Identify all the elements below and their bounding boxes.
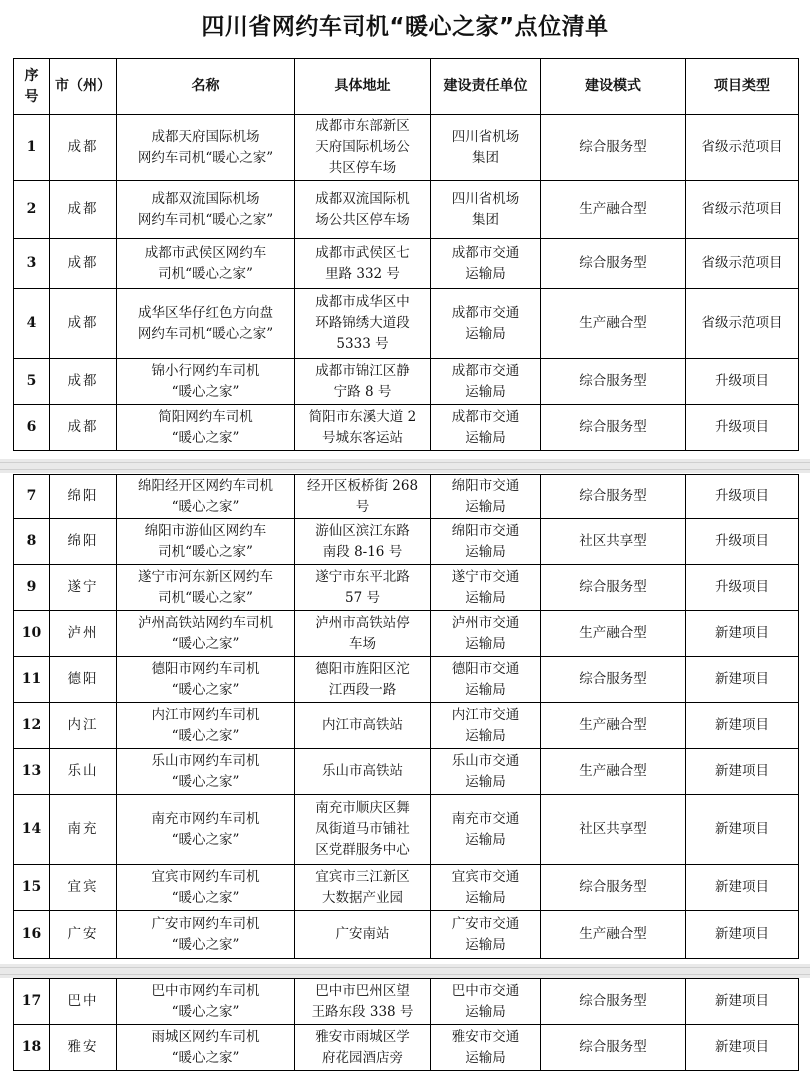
row-project-type: 省级示范项目 bbox=[686, 239, 799, 289]
row-site-name: 遂宁市河东新区网约车 司机“暖心之家” bbox=[117, 565, 295, 611]
row-city: 德阳 bbox=[50, 657, 117, 703]
row-project-type: 升级项目 bbox=[686, 359, 799, 405]
row-site-name: 乐山市网约车司机 “暖心之家” bbox=[117, 749, 295, 795]
row-index: 16 bbox=[14, 911, 50, 959]
table-row bbox=[14, 565, 799, 611]
row-construction-mode: 生产融合型 bbox=[541, 181, 686, 239]
row-responsible-unit: 成都市交通 运输局 bbox=[431, 359, 541, 405]
row-index: 17 bbox=[14, 979, 50, 1025]
row-site-name: 宜宾市网约车司机 “暖心之家” bbox=[117, 865, 295, 911]
row-project-type: 省级示范项目 bbox=[686, 181, 799, 239]
row-project-type: 新建项目 bbox=[686, 1025, 799, 1071]
row-city: 成都 bbox=[50, 115, 117, 181]
table-row bbox=[14, 865, 799, 911]
row-address: 成都市东部新区 天府国际机场公 共区停车场 bbox=[295, 115, 431, 181]
table-row bbox=[14, 475, 799, 519]
row-site-name: 成都天府国际机场 网约车司机“暖心之家” bbox=[117, 115, 295, 181]
row-address: 广安南站 bbox=[295, 911, 431, 959]
header-address: 具体地址 bbox=[295, 59, 431, 115]
row-address: 成都市锦江区静 宁路 8 号 bbox=[295, 359, 431, 405]
row-address: 雅安市雨城区学 府花园酒店旁 bbox=[295, 1025, 431, 1071]
row-project-type: 升级项目 bbox=[686, 405, 799, 451]
row-city: 乐山 bbox=[50, 749, 117, 795]
row-responsible-unit: 成都市交通 运输局 bbox=[431, 405, 541, 451]
table-row bbox=[14, 519, 799, 565]
row-responsible-unit: 四川省机场 集团 bbox=[431, 181, 541, 239]
page-break-2 bbox=[0, 964, 810, 978]
row-construction-mode: 生产融合型 bbox=[541, 703, 686, 749]
row-construction-mode: 综合服务型 bbox=[541, 865, 686, 911]
table-row bbox=[14, 911, 799, 959]
row-index: 1 bbox=[14, 115, 50, 181]
row-construction-mode: 生产融合型 bbox=[541, 611, 686, 657]
table-row bbox=[14, 749, 799, 795]
row-responsible-unit: 宜宾市交通 运输局 bbox=[431, 865, 541, 911]
row-construction-mode: 社区共享型 bbox=[541, 795, 686, 865]
table-row bbox=[14, 405, 799, 451]
row-address: 乐山市高铁站 bbox=[295, 749, 431, 795]
row-construction-mode: 生产融合型 bbox=[541, 911, 686, 959]
row-responsible-unit: 四川省机场 集团 bbox=[431, 115, 541, 181]
header-unit: 建设责任单位 bbox=[431, 59, 541, 115]
row-responsible-unit: 成都市交通 运输局 bbox=[431, 289, 541, 359]
row-index: 14 bbox=[14, 795, 50, 865]
row-city: 内江 bbox=[50, 703, 117, 749]
site-table-page-3 bbox=[13, 978, 799, 1071]
row-responsible-unit: 德阳市交通 运输局 bbox=[431, 657, 541, 703]
row-address: 简阳市东溪大道 2 号城东客运站 bbox=[295, 405, 431, 451]
row-project-type: 省级示范项目 bbox=[686, 115, 799, 181]
row-city: 宜宾 bbox=[50, 865, 117, 911]
row-construction-mode: 综合服务型 bbox=[541, 359, 686, 405]
row-responsible-unit: 绵阳市交通 运输局 bbox=[431, 519, 541, 565]
table-row bbox=[14, 289, 799, 359]
row-site-name: 广安市网约车司机 “暖心之家” bbox=[117, 911, 295, 959]
row-responsible-unit: 成都市交通 运输局 bbox=[431, 239, 541, 289]
row-city: 绵阳 bbox=[50, 519, 117, 565]
row-index: 15 bbox=[14, 865, 50, 911]
row-responsible-unit: 乐山市交通 运输局 bbox=[431, 749, 541, 795]
row-project-type: 新建项目 bbox=[686, 865, 799, 911]
table-row bbox=[14, 115, 799, 181]
row-project-type: 升级项目 bbox=[686, 519, 799, 565]
row-address: 内江市高铁站 bbox=[295, 703, 431, 749]
row-city: 遂宁 bbox=[50, 565, 117, 611]
row-project-type: 新建项目 bbox=[686, 749, 799, 795]
row-city: 南充 bbox=[50, 795, 117, 865]
row-site-name: 成华区华仔红色方向盘 网约车司机“暖心之家” bbox=[117, 289, 295, 359]
row-address: 经开区板桥街 268 号 bbox=[295, 475, 431, 519]
row-construction-mode: 综合服务型 bbox=[541, 475, 686, 519]
row-index: 6 bbox=[14, 405, 50, 451]
page-break-1 bbox=[0, 459, 810, 473]
row-city: 广安 bbox=[50, 911, 117, 959]
row-index: 11 bbox=[14, 657, 50, 703]
row-address: 宜宾市三江新区 大数据产业园 bbox=[295, 865, 431, 911]
row-site-name: 南充市网约车司机 “暖心之家” bbox=[117, 795, 295, 865]
row-city: 成都 bbox=[50, 405, 117, 451]
table-row bbox=[14, 703, 799, 749]
row-index: 12 bbox=[14, 703, 50, 749]
row-address: 德阳市旌阳区沱 江西段一路 bbox=[295, 657, 431, 703]
row-city: 成都 bbox=[50, 359, 117, 405]
row-construction-mode: 综合服务型 bbox=[541, 565, 686, 611]
row-site-name: 简阳网约车司机 “暖心之家” bbox=[117, 405, 295, 451]
row-city: 泸州 bbox=[50, 611, 117, 657]
row-city: 巴中 bbox=[50, 979, 117, 1025]
row-index: 18 bbox=[14, 1025, 50, 1071]
site-table-page-2 bbox=[13, 474, 799, 959]
row-project-type: 新建项目 bbox=[686, 795, 799, 865]
table-row bbox=[14, 979, 799, 1025]
page-title: 四川省网约车司机“暖心之家”点位清单 bbox=[201, 14, 609, 40]
row-index: 8 bbox=[14, 519, 50, 565]
table-row bbox=[14, 239, 799, 289]
row-address: 游仙区滨江东路 南段 8-16 号 bbox=[295, 519, 431, 565]
row-index: 2 bbox=[14, 181, 50, 239]
header-mode: 建设模式 bbox=[541, 59, 686, 115]
row-project-type: 升级项目 bbox=[686, 565, 799, 611]
row-address: 成都双流国际机 场公共区停车场 bbox=[295, 181, 431, 239]
header-city: 市（州） bbox=[50, 59, 117, 115]
row-responsible-unit: 遂宁市交通 运输局 bbox=[431, 565, 541, 611]
row-responsible-unit: 雅安市交通 运输局 bbox=[431, 1025, 541, 1071]
row-responsible-unit: 绵阳市交通 运输局 bbox=[431, 475, 541, 519]
row-site-name: 内江市网约车司机 “暖心之家” bbox=[117, 703, 295, 749]
row-construction-mode: 综合服务型 bbox=[541, 979, 686, 1025]
row-construction-mode: 生产融合型 bbox=[541, 289, 686, 359]
row-site-name: 绵阳市游仙区网约车 司机“暖心之家” bbox=[117, 519, 295, 565]
row-responsible-unit: 巴中市交通 运输局 bbox=[431, 979, 541, 1025]
row-index: 13 bbox=[14, 749, 50, 795]
row-project-type: 新建项目 bbox=[686, 703, 799, 749]
row-address: 成都市武侯区七 里路 332 号 bbox=[295, 239, 431, 289]
table-row bbox=[14, 359, 799, 405]
row-index: 7 bbox=[14, 475, 50, 519]
row-city: 成都 bbox=[50, 239, 117, 289]
row-city: 成都 bbox=[50, 289, 117, 359]
row-construction-mode: 综合服务型 bbox=[541, 115, 686, 181]
header-type: 项目类型 bbox=[686, 59, 799, 115]
row-construction-mode: 综合服务型 bbox=[541, 405, 686, 451]
row-construction-mode: 生产融合型 bbox=[541, 749, 686, 795]
row-project-type: 省级示范项目 bbox=[686, 289, 799, 359]
row-address: 成都市成华区中 环路锦绣大道段 5333 号 bbox=[295, 289, 431, 359]
row-address: 遂宁市东平北路 57 号 bbox=[295, 565, 431, 611]
row-site-name: 锦小行网约车司机 “暖心之家” bbox=[117, 359, 295, 405]
row-responsible-unit: 广安市交通 运输局 bbox=[431, 911, 541, 959]
row-city: 成都 bbox=[50, 181, 117, 239]
row-construction-mode: 综合服务型 bbox=[541, 1025, 686, 1071]
row-site-name: 德阳市网约车司机 “暖心之家” bbox=[117, 657, 295, 703]
row-index: 5 bbox=[14, 359, 50, 405]
row-construction-mode: 综合服务型 bbox=[541, 239, 686, 289]
table-row bbox=[14, 181, 799, 239]
table-row bbox=[14, 657, 799, 703]
row-address: 南充市顺庆区舞 凤街道马市铺社 区党群服务中心 bbox=[295, 795, 431, 865]
row-responsible-unit: 泸州市交通 运输局 bbox=[431, 611, 541, 657]
row-index: 4 bbox=[14, 289, 50, 359]
row-city: 绵阳 bbox=[50, 475, 117, 519]
row-city: 雅安 bbox=[50, 1025, 117, 1071]
row-responsible-unit: 内江市交通 运输局 bbox=[431, 703, 541, 749]
row-project-type: 新建项目 bbox=[686, 979, 799, 1025]
table-row bbox=[14, 1025, 799, 1071]
row-construction-mode: 综合服务型 bbox=[541, 657, 686, 703]
row-site-name: 泸州高铁站网约车司机 “暖心之家” bbox=[117, 611, 295, 657]
row-project-type: 新建项目 bbox=[686, 657, 799, 703]
table-row bbox=[14, 795, 799, 865]
row-index: 10 bbox=[14, 611, 50, 657]
row-project-type: 升级项目 bbox=[686, 475, 799, 519]
row-index: 3 bbox=[14, 239, 50, 289]
row-project-type: 新建项目 bbox=[686, 611, 799, 657]
table-header-row bbox=[14, 59, 799, 115]
row-site-name: 雨城区网约车司机 “暖心之家” bbox=[117, 1025, 295, 1071]
row-address: 巴中市巴州区望 王路东段 338 号 bbox=[295, 979, 431, 1025]
table-row bbox=[14, 611, 799, 657]
row-site-name: 成都双流国际机场 网约车司机“暖心之家” bbox=[117, 181, 295, 239]
row-responsible-unit: 南充市交通 运输局 bbox=[431, 795, 541, 865]
row-construction-mode: 社区共享型 bbox=[541, 519, 686, 565]
row-site-name: 绵阳经开区网约车司机 “暖心之家” bbox=[117, 475, 295, 519]
header-name: 名称 bbox=[117, 59, 295, 115]
site-table-page-1 bbox=[13, 58, 799, 451]
row-address: 泸州市高铁站停 车场 bbox=[295, 611, 431, 657]
row-site-name: 成都市武侯区网约车 司机“暖心之家” bbox=[117, 239, 295, 289]
row-index: 9 bbox=[14, 565, 50, 611]
row-project-type: 新建项目 bbox=[686, 911, 799, 959]
row-site-name: 巴中市网约车司机 “暖心之家” bbox=[117, 979, 295, 1025]
header-index: 序 号 bbox=[14, 59, 50, 115]
